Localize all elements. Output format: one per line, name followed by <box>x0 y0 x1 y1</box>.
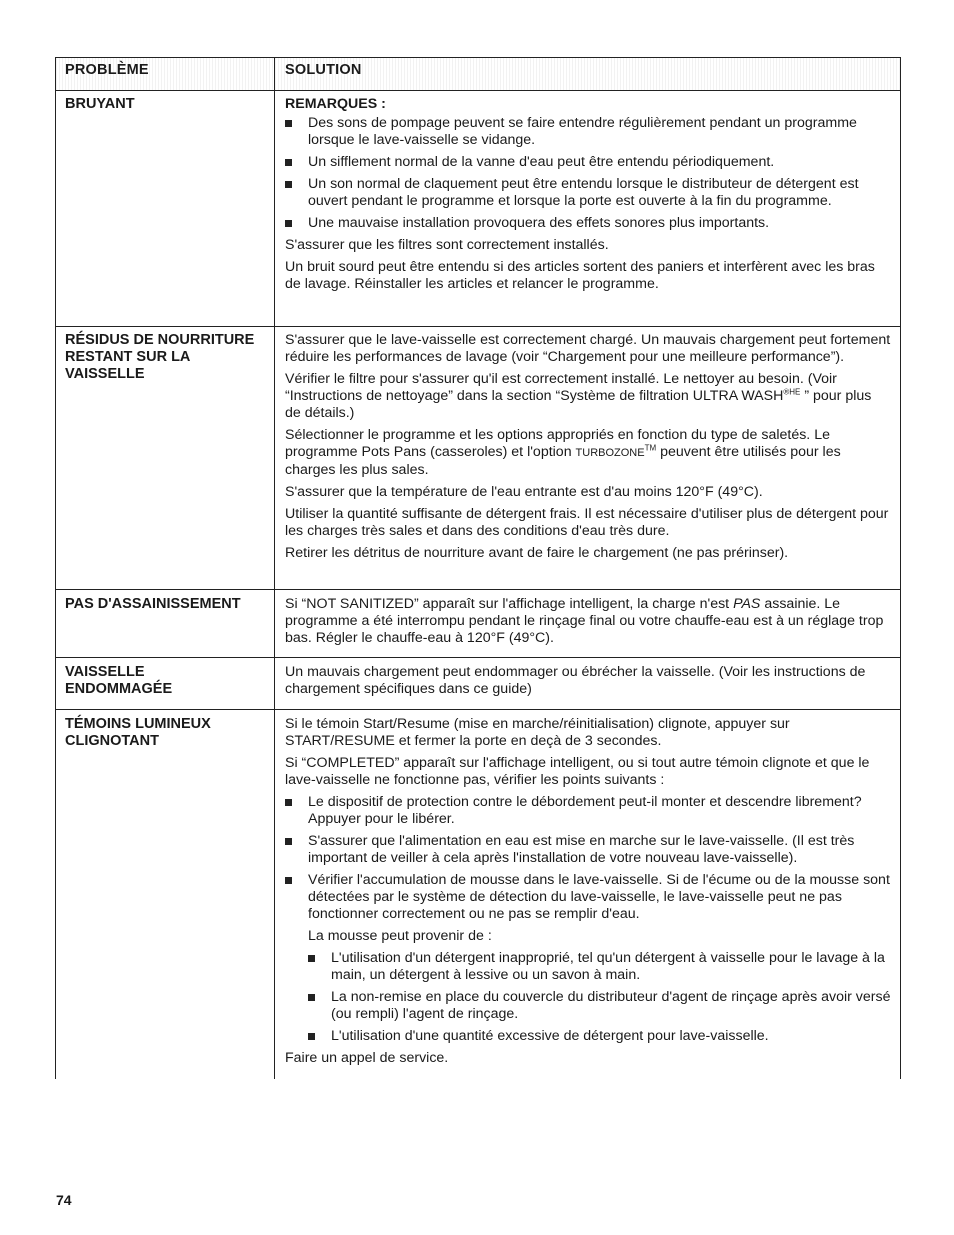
list-item: Un sifflement normal de la vanne d'eau peut être entendu périodiquement. <box>285 154 891 171</box>
emphasis-text: PAS <box>733 596 761 612</box>
bullet-list <box>285 115 891 232</box>
column-header-solution: SOLUTION <box>285 62 362 78</box>
table-column-divider <box>274 57 275 1079</box>
text-segment: Si “NOT SANITIZED” apparaît sur l'affichage intelligent, la charge n'est <box>285 596 734 612</box>
problem-cell: PAS D'ASSAINISSEMENT <box>65 596 241 612</box>
trademark-superscript: ®HE <box>783 387 801 397</box>
table-border-left <box>55 57 56 1079</box>
text-segment: Sélectionner le programme et les options appropriés en fonction du type de saletés. Le programme Pots Pans (casseroles) et l'option <box>285 427 830 460</box>
list-item: L'utilisation d'une quantité excessive de détergent pour lave-vaisselle. <box>308 1028 891 1045</box>
trademark-superscript: TM <box>644 443 657 453</box>
solution-paragraph: Utiliser la quantité suffisante de détergent frais. Il est nécessaire d'utiliser plus de détergent pour les charges très sales et dans des conditions d'eau très dure. <box>285 506 889 539</box>
solution-paragraph <box>285 427 891 479</box>
list-item: Des sons de pompage peuvent se faire entendre régulièrement pendant un programme lorsque le lave-vaisselle se vidange. <box>285 115 891 149</box>
problem-cell: VAISSELLE ENDOMMAGÉE <box>65 664 173 697</box>
solution-cell <box>285 716 891 1072</box>
bullet-list <box>285 794 891 923</box>
solution-paragraph: Retirer les détritus de nourriture avant de faire le chargement (ne pas prérinser). <box>285 545 789 561</box>
solution-paragraph <box>285 371 891 422</box>
row-divider <box>55 709 901 710</box>
problem-cell: RÉSIDUS DE NOURRITURE RESTANT SUR LA VAISSELLE <box>65 332 255 382</box>
row-divider <box>55 589 901 590</box>
column-header-problem: PROBLÈME <box>65 62 149 78</box>
text-segment: ” pour plus de détails.) <box>285 388 872 421</box>
solution-cell <box>285 596 891 652</box>
solution-paragraph: La mousse peut provenir de : <box>308 928 492 944</box>
remarks-label: REMARQUES : <box>285 96 386 112</box>
brand-name: TURBOZONE <box>575 447 645 459</box>
solution-paragraph: Un mauvais chargement peut endommager ou ébrécher la vaisselle. (Voir les instructions de chargement spécifiques dans ce guide) <box>285 664 866 697</box>
text-segment: peuvent être utilisés pour les charges les plus sales. <box>285 444 841 478</box>
page-number: 74 <box>56 1192 72 1208</box>
list-item: L'utilisation d'un détergent inapproprié, tel qu'un détergent à vaisselle pour le lavage à la main, un détergent à lessive ou un savon à main. <box>308 950 891 984</box>
problem-cell: BRUYANT <box>65 96 135 112</box>
solution-cell <box>285 332 891 567</box>
table-header-background <box>56 58 900 90</box>
solution-cell <box>285 96 891 298</box>
solution-paragraph: S'assurer que le lave-vaisselle est correctement chargé. Un mauvais chargement peut fortement réduire les performances de lavage (voir “Chargement pour une meilleure performance”). <box>285 332 891 365</box>
solution-paragraph <box>285 596 891 647</box>
row-divider <box>55 326 901 327</box>
row-divider <box>55 90 901 91</box>
row-divider <box>55 657 901 658</box>
list-item: Le dispositif de protection contre le débordement peut-il monter et descendre librement? Appuyer pour le libérer. <box>285 794 891 828</box>
list-item: S'assurer que l'alimentation en eau est mise en marche sur le lave-vaisselle. (Il est très important de veiller à cela après l'installation de votre nouveau lave-vaisselle). <box>285 833 891 867</box>
sub-section <box>285 928 891 1045</box>
solution-paragraph: Si le témoin Start/Resume (mise en marche/réinitialisation) clignote, appuyer sur START/RESUME et fermer la porte en deçà de 3 secondes. <box>285 716 790 749</box>
solution-paragraph: Faire un appel de service. <box>285 1050 449 1066</box>
solution-cell <box>285 664 891 703</box>
sub-bullet-list <box>308 950 891 1045</box>
text-segment: assainie. Le programme a été interrompu pendant le rinçage final ou votre chauffe-eau est à un réglage trop bas. Régler le chauffe-eau à 120°F (49°C). <box>285 596 884 646</box>
text-segment: Vérifier le filtre pour s'assurer qu'il est correctement installé. Le nettoyer au besoin. (Voir “Instructions de nettoyage” dans la section “Système de filtration ULTRA WASH <box>285 371 837 404</box>
table-border-right <box>900 57 901 1079</box>
list-item: La non-remise en place du couvercle du distributeur d'agent de rinçage après avoir versé (ou rempli) l'agent de rinçage. <box>308 989 891 1023</box>
solution-paragraph: S'assurer que les filtres sont correctement installés. <box>285 237 609 253</box>
problem-cell: TÉMOINS LUMINEUX CLIGNOTANT <box>65 716 211 749</box>
solution-paragraph: Un bruit sourd peut être entendu si des articles sortent des paniers et interfèrent avec les bras de lavage. Réinstaller les articles et relancer le programme. <box>285 259 875 292</box>
list-item: Un son normal de claquement peut être entendu lorsque le distributeur de détergent est ouvert pendant le programme et lorsque la porte est ouverte à la fin du programme. <box>285 176 891 210</box>
solution-paragraph: S'assurer que la température de l'eau entrante est d'au moins 120°F (49°C). <box>285 484 763 500</box>
list-item: Une mauvaise installation provoquera des effets sonores plus importants. <box>285 215 891 232</box>
solution-paragraph: Si “COMPLETED” apparaît sur l'affichage intelligent, ou si tout autre témoin clignote et que le lave-vaisselle ne fonctionne pas, vérifier les points suivants : <box>285 755 870 788</box>
table-border-top <box>55 57 901 58</box>
list-item: Vérifier l'accumulation de mousse dans le lave-vaisselle. Si de l'écume ou de la mousse sont détectées par le système de détection du lave-vaisselle, le lave-vaisselle peut ne pas fonctionner correctement ou ne pas se remplir d'eau. <box>285 872 891 923</box>
